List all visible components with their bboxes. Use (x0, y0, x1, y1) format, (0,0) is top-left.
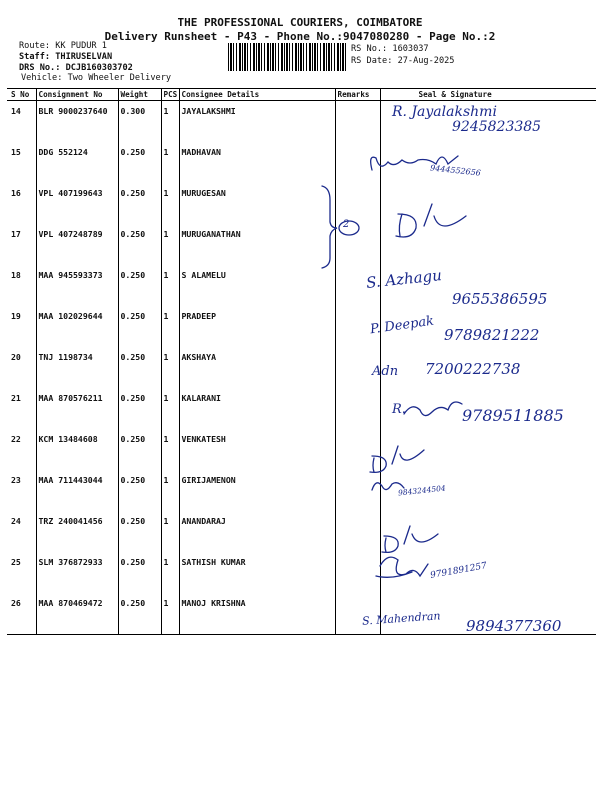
sig-23-phone: 9843244504 (397, 483, 447, 498)
cell-pcs: 1 (161, 388, 179, 429)
table-row (7, 511, 596, 552)
header-sno: S No (7, 89, 36, 101)
table-row (7, 142, 596, 183)
sig-14-phone: 9245823385 (452, 119, 542, 135)
header-consignee: Consignee Details (179, 89, 335, 101)
staff-label: Staff: THIRUSELVAN (19, 52, 113, 62)
cell-weight: 0.250 (118, 429, 161, 470)
cell-remarks (335, 511, 380, 552)
cell-consignee: S ALAMELU (179, 265, 335, 306)
cell-consignment: MAA 870469472 (36, 593, 118, 635)
cell-pcs: 1 (161, 265, 179, 306)
cell-pcs: 1 (161, 347, 179, 388)
route-label: Route: KK PUDUR 1 (19, 41, 107, 51)
sig-19-name: P. Deepak (369, 313, 435, 338)
cell-sno: 17 (7, 224, 36, 265)
cell-signature (380, 224, 596, 265)
sig-19-phone: 9789821222 (444, 326, 540, 344)
cell-signature (380, 142, 596, 183)
cell-sno: 19 (7, 306, 36, 347)
cell-weight: 0.250 (118, 388, 161, 429)
cell-weight: 0.250 (118, 470, 161, 511)
cell-weight: 0.250 (118, 593, 161, 635)
cell-sno: 23 (7, 470, 36, 511)
cell-consignment: KCM 13484608 (36, 429, 118, 470)
cell-sno: 26 (7, 593, 36, 635)
sig-26-phone: 9894377360 (466, 617, 562, 635)
cell-consignment: MAA 945593373 (36, 265, 118, 306)
cell-consignment: VPL 407248789 (36, 224, 118, 265)
cell-consignee: MANOJ KRISHNA (179, 593, 335, 635)
vehicle-label: Vehicle: Two Wheeler Delivery (21, 73, 172, 83)
cell-consignee: AKSHAYA (179, 347, 335, 388)
cell-consignment: TNJ 1198734 (36, 347, 118, 388)
header-pcs: PCS (161, 89, 179, 101)
cell-pcs: 1 (161, 306, 179, 347)
cell-remarks (335, 183, 380, 224)
cell-consignment: VPL 407199643 (36, 183, 118, 224)
cell-consignee: KALARANI (179, 388, 335, 429)
cell-consignee: MURUGESAN (179, 183, 335, 224)
rs-date: RS Date: 27-Aug-2025 (351, 56, 455, 66)
cell-sno: 14 (7, 101, 36, 143)
runsheet-title: Delivery Runsheet - P43 - Phone No.:9047080280 - Page No.:2 (104, 30, 496, 43)
sig-18-phone: 9655386595 (452, 290, 548, 308)
cell-remarks (335, 101, 380, 143)
cell-weight: 0.250 (118, 265, 161, 306)
cell-remarks (335, 470, 380, 511)
cell-remarks (335, 388, 380, 429)
table-row (7, 470, 596, 511)
cell-remarks (335, 552, 380, 593)
table-row (7, 552, 596, 593)
sig-20-name: Adn (372, 364, 399, 379)
cell-weight: 0.250 (118, 347, 161, 388)
cell-sno: 16 (7, 183, 36, 224)
cell-weight: 0.250 (118, 224, 161, 265)
cell-weight: 0.250 (118, 511, 161, 552)
cell-remarks (335, 224, 380, 265)
remark-16-17: 2 (343, 219, 350, 230)
cell-signature (380, 552, 596, 593)
sig-26-name: S. Mahendran (361, 609, 441, 628)
cell-sno: 15 (7, 142, 36, 183)
cell-sno: 21 (7, 388, 36, 429)
cell-sno: 22 (7, 429, 36, 470)
table-row (7, 224, 596, 265)
rs-number: RS No.: 1603037 (351, 44, 429, 54)
cell-consignee: GIRIJAMENON (179, 470, 335, 511)
cell-weight: 0.250 (118, 306, 161, 347)
barcode (228, 43, 347, 71)
drs-number: DRS No.: DCJB160303702 (19, 63, 133, 73)
cell-consignment: TRZ 240041456 (36, 511, 118, 552)
cell-consignment: MAA 870576211 (36, 388, 118, 429)
cell-pcs: 1 (161, 593, 179, 635)
table-row (7, 183, 596, 224)
cell-remarks (335, 429, 380, 470)
cell-sno: 24 (7, 511, 36, 552)
sig-20-phone: 7200222738 (425, 360, 521, 378)
company-title: THE PROFESSIONAL COURIERS, COIMBATORE (177, 16, 423, 29)
cell-consignee: ANANDARAJ (179, 511, 335, 552)
cell-sno: 20 (7, 347, 36, 388)
cell-consignee: PRADEEP (179, 306, 335, 347)
sig-25-phone: 9791891257 (429, 561, 488, 581)
cell-signature (380, 429, 596, 470)
sig-15-phone: 9444552656 (429, 163, 482, 178)
cell-pcs: 1 (161, 470, 179, 511)
cell-consignee: MURUGANATHAN (179, 224, 335, 265)
cell-weight: 0.300 (118, 101, 161, 143)
cell-pcs: 1 (161, 429, 179, 470)
cell-weight: 0.250 (118, 183, 161, 224)
header-weight: Weight (118, 89, 161, 101)
cell-pcs: 1 (161, 101, 179, 143)
cell-remarks (335, 142, 380, 183)
cell-consignee: SATHISH KUMAR (179, 552, 335, 593)
cell-pcs: 1 (161, 142, 179, 183)
cell-signature (380, 511, 596, 552)
header-remarks: Remarks (335, 89, 380, 101)
cell-consignee: VENKATESH (179, 429, 335, 470)
cell-consignment: BLR 9000237640 (36, 101, 118, 143)
cell-sno: 25 (7, 552, 36, 593)
header-consignment: Consignment No (36, 89, 118, 101)
cell-consignee: MADHAVAN (179, 142, 335, 183)
cell-consignment: SLM 376872933 (36, 552, 118, 593)
cell-sno: 18 (7, 265, 36, 306)
sig-21-phone: 9789511885 (462, 406, 564, 425)
cell-weight: 0.250 (118, 552, 161, 593)
table-row (7, 429, 596, 470)
cell-signature (380, 183, 596, 224)
cell-pcs: 1 (161, 552, 179, 593)
cell-pcs: 1 (161, 224, 179, 265)
cell-consignment: MAA 711443044 (36, 470, 118, 511)
cell-consignee: JAYALAKSHMI (179, 101, 335, 143)
cell-pcs: 1 (161, 183, 179, 224)
sig-21-name: R. (392, 402, 406, 417)
cell-consignment: DDG 552124 (36, 142, 118, 183)
sig-14-name: R. Jayalakshmi (392, 104, 497, 120)
table-header-row (7, 89, 596, 101)
cell-consignment: MAA 102029644 (36, 306, 118, 347)
cell-weight: 0.250 (118, 142, 161, 183)
cell-pcs: 1 (161, 511, 179, 552)
sig-18-name: S. Azhagu (365, 266, 443, 292)
header-signature: Seal & Signature (380, 89, 596, 101)
